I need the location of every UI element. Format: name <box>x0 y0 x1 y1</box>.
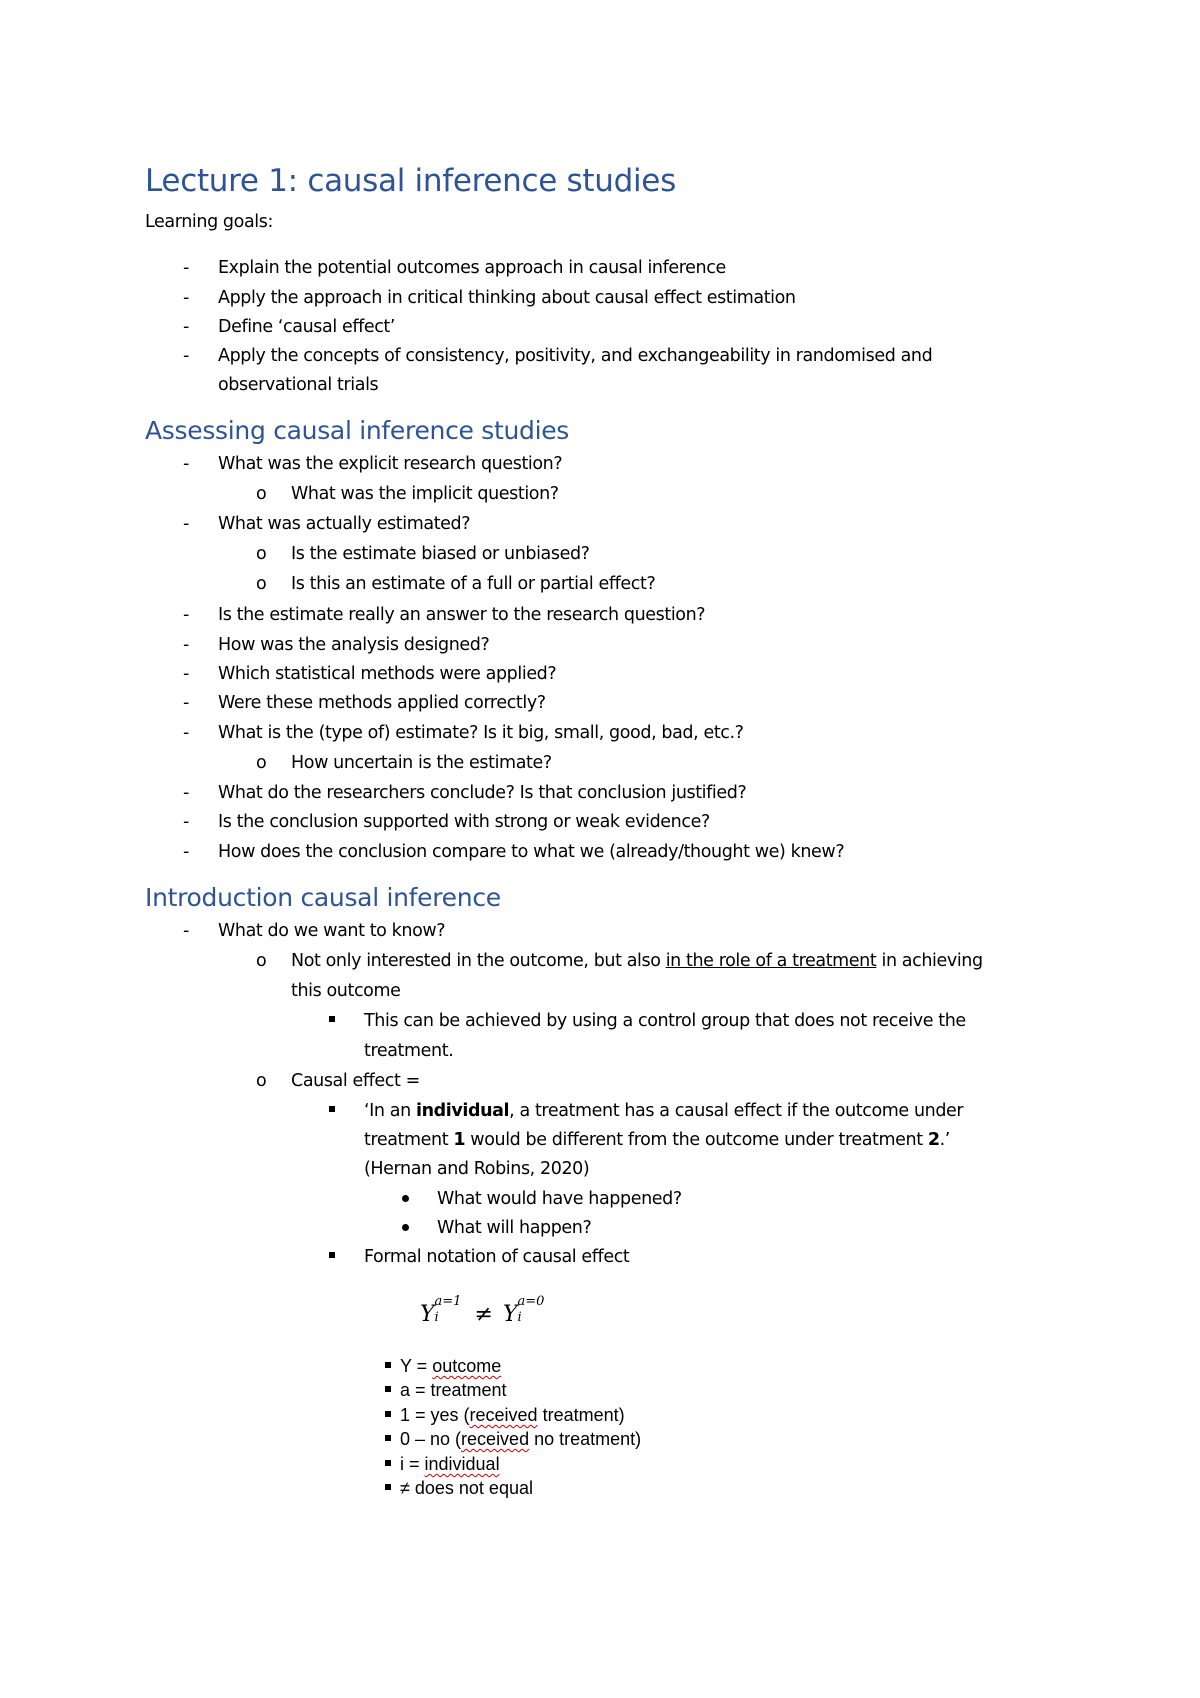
spellcheck-text: outcome <box>432 1356 502 1376</box>
dash-bullet: - <box>183 635 190 655</box>
list-item-continuation: (Hernan and Robins, 2020) <box>364 1159 590 1179</box>
list-item: What was actually estimated? <box>218 514 471 534</box>
legend-item <box>400 1404 625 1426</box>
text-run: i = <box>400 1454 425 1474</box>
formula-script <box>517 1294 566 1330</box>
square-bullet <box>329 1252 335 1258</box>
text-run: Y = <box>400 1356 433 1376</box>
spellcheck-text: received <box>469 1405 538 1425</box>
square-bullet <box>385 1435 391 1441</box>
list-item: Apply the approach in critical thinking about causal effect estimation <box>218 288 796 308</box>
list-item-continuation <box>364 1129 950 1151</box>
formula-symbol: Y <box>502 1302 518 1327</box>
list-item: Is this an estimate of a full or partial effect? <box>291 574 656 594</box>
learning-goals-label: Learning goals: <box>145 212 273 232</box>
formula-subscript: i <box>517 1310 522 1325</box>
legend-item <box>400 1477 533 1499</box>
square-bullet <box>329 1016 335 1022</box>
list-item: Is the conclusion supported with strong or weak evidence? <box>218 812 710 832</box>
dash-bullet: - <box>183 664 190 684</box>
underlined-text: in the role of a treatment <box>665 951 877 971</box>
text-run: Not only interested in the outcome, but also <box>291 951 666 971</box>
dash-bullet: - <box>183 842 190 862</box>
list-item: How does the conclusion compare to what we (already/thought we) knew? <box>218 842 845 862</box>
dash-bullet: - <box>183 288 190 308</box>
text-run: .’ <box>939 1130 950 1150</box>
formula-superscript: a=0 <box>517 1294 545 1309</box>
list-item: Is the estimate really an answer to the research question? <box>218 605 706 625</box>
circle-bullet: o <box>256 1071 267 1091</box>
circle-bullet: o <box>256 574 267 594</box>
text-run: would be different from the outcome under treatment <box>465 1130 928 1150</box>
square-bullet <box>385 1386 391 1392</box>
square-bullet <box>385 1484 391 1490</box>
list-item: How uncertain is the estimate? <box>291 753 552 773</box>
list-item: What is the (type of) estimate? Is it big, small, good, bad, etc.? <box>218 723 744 743</box>
dash-bullet: - <box>183 514 190 534</box>
dot-bullet <box>402 1224 409 1231</box>
list-item-continuation: treatment. <box>364 1041 454 1061</box>
legend-item <box>400 1355 501 1377</box>
formula-operator: ≠ <box>474 1302 493 1327</box>
list-item: Define ‘causal effect’ <box>218 317 396 337</box>
list-item <box>291 950 983 972</box>
list-item-continuation: this outcome <box>291 981 401 1001</box>
list-item: How was the analysis designed? <box>218 635 490 655</box>
list-item: What would have happened? <box>437 1189 682 1209</box>
bold-text: 1 <box>453 1130 466 1150</box>
dash-bullet: - <box>183 605 190 625</box>
text-run: ≠ does not equal <box>400 1478 533 1498</box>
formula-superscript: a=1 <box>434 1294 462 1309</box>
list-item: Formal notation of causal effect <box>364 1247 630 1267</box>
dash-bullet: - <box>183 317 190 337</box>
square-bullet <box>385 1362 391 1368</box>
formula-script <box>434 1294 483 1330</box>
text-run: no treatment) <box>529 1429 642 1449</box>
legend-item <box>400 1453 500 1475</box>
list-item: Which statistical methods were applied? <box>218 664 557 684</box>
text-run: 0 – no ( <box>400 1429 462 1449</box>
circle-bullet: o <box>256 484 267 504</box>
dash-bullet: - <box>183 454 190 474</box>
list-item: What was the implicit question? <box>291 484 559 504</box>
spellcheck-text: received <box>461 1429 530 1449</box>
square-bullet <box>329 1106 335 1112</box>
circle-bullet: o <box>256 753 267 773</box>
dot-bullet <box>402 1195 409 1202</box>
text-run: , a treatment has a causal effect if the outcome under <box>509 1101 964 1121</box>
list-item: Apply the concepts of consistency, positivity, and exchangeability in randomised and <box>218 346 933 366</box>
legend-item <box>400 1379 507 1401</box>
list-item <box>364 1100 963 1122</box>
square-bullet <box>385 1460 391 1466</box>
bold-text: 2 <box>927 1130 940 1150</box>
page-title: Lecture 1: causal inference studies <box>145 163 676 199</box>
section-heading-assessing: Assessing causal inference studies <box>145 416 570 445</box>
list-item: Were these methods applied correctly? <box>218 693 546 713</box>
dash-bullet: - <box>183 723 190 743</box>
dash-bullet: - <box>183 258 190 278</box>
square-bullet <box>385 1411 391 1417</box>
text-run: treatment <box>364 1130 454 1150</box>
circle-bullet: o <box>256 951 267 971</box>
dash-bullet: - <box>183 346 190 366</box>
legend-item <box>400 1428 641 1450</box>
list-item: Is the estimate biased or unbiased? <box>291 544 590 564</box>
text-run: treatment) <box>537 1405 625 1425</box>
dash-bullet: - <box>183 783 190 803</box>
formula-subscript: i <box>434 1310 439 1325</box>
text-run: a = treatment <box>400 1380 507 1400</box>
text-run: 1 = yes ( <box>400 1405 470 1425</box>
dash-bullet: - <box>183 921 190 941</box>
list-item: What do the researchers conclude? Is that conclusion justified? <box>218 783 747 803</box>
list-item: Causal effect = <box>291 1071 420 1091</box>
spellcheck-text: individual <box>424 1454 500 1474</box>
list-item-continuation: observational trials <box>218 375 379 395</box>
text-run: ‘In an <box>364 1101 416 1121</box>
causal-effect-formula <box>420 1294 566 1330</box>
dash-bullet: - <box>183 693 190 713</box>
list-item: What do we want to know? <box>218 921 446 941</box>
list-item: What will happen? <box>437 1218 592 1238</box>
bold-text: individual <box>415 1101 510 1121</box>
text-run: in achieving <box>876 951 983 971</box>
circle-bullet: o <box>256 544 267 564</box>
list-item: Explain the potential outcomes approach in causal inference <box>218 258 726 278</box>
formula-symbol: Y <box>420 1302 435 1327</box>
list-item: What was the explicit research question? <box>218 454 563 474</box>
list-item: This can be achieved by using a control group that does not receive the <box>364 1011 966 1031</box>
dash-bullet: - <box>183 812 190 832</box>
section-heading-introduction: Introduction causal inference <box>145 883 501 912</box>
